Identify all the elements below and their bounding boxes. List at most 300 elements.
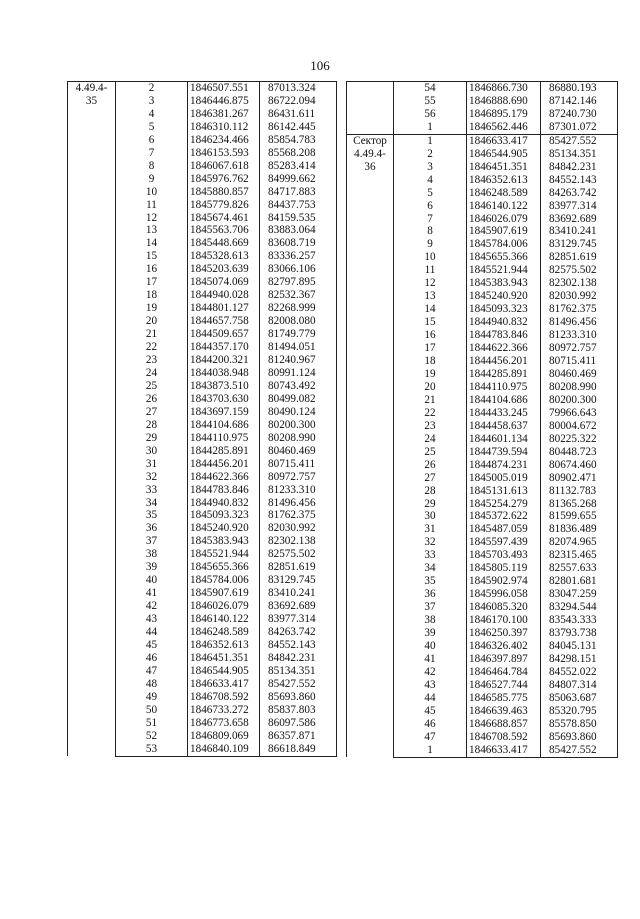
coordinate-x: 1844038.948 [188, 367, 260, 380]
coordinate-y: 83692.689 [541, 213, 618, 226]
coordinate-x: 1846446.875 [188, 95, 260, 108]
point-number: 7 [116, 147, 188, 160]
coordinate-x: 1844601.134 [467, 433, 541, 446]
coordinate-x: 1846507.551 [188, 82, 260, 95]
sector-cell [347, 134, 394, 757]
coordinate-y: 80200.300 [541, 394, 618, 407]
coordinate-x: 1845779.826 [188, 199, 260, 212]
coordinate-x: 1845203.639 [188, 263, 260, 276]
coordinate-y: 80902.471 [541, 472, 618, 485]
coordinate-y: 83977.314 [541, 200, 618, 213]
coordinate-x: 1844357.170 [188, 341, 260, 354]
coordinate-y: 83047.259 [541, 588, 618, 601]
coordinate-x: 1844285.891 [467, 368, 541, 381]
coordinate-y: 85063.687 [541, 692, 618, 705]
coordinate-y: 80200.300 [260, 419, 337, 432]
point-number: 3 [116, 95, 188, 108]
sector-label-line: 36 [364, 161, 376, 174]
coordinate-y: 82302.138 [541, 277, 618, 290]
point-number: 29 [394, 498, 467, 511]
coordinate-x: 1846352.613 [467, 174, 541, 187]
page-number: 106 [310, 58, 330, 73]
point-number: 39 [116, 561, 188, 574]
point-number: 20 [394, 381, 467, 394]
coordinate-y: 83129.745 [260, 574, 337, 587]
coordinate-x: 1845597.439 [467, 536, 541, 549]
coordinate-y: 84552.022 [541, 666, 618, 679]
point-number: 37 [116, 535, 188, 548]
point-number: 36 [394, 588, 467, 601]
point-number: 32 [394, 536, 467, 549]
coordinate-y: 83543.333 [541, 614, 618, 627]
point-number: 51 [116, 717, 188, 730]
coordinate-y: 80715.411 [260, 458, 337, 471]
coordinate-y: 84717.883 [260, 186, 337, 199]
point-number: 14 [116, 237, 188, 250]
coordinate-x: 1845655.366 [467, 251, 541, 264]
point-number: 3 [394, 161, 467, 174]
coordinate-y: 83294.544 [541, 601, 618, 614]
coordinate-x: 1846708.592 [467, 731, 541, 744]
point-number: 38 [394, 614, 467, 627]
coordinate-y: 80499.082 [260, 393, 337, 406]
coordinate-x: 1845880.857 [188, 186, 260, 199]
point-number: 29 [116, 432, 188, 445]
coordinate-y: 80743.492 [260, 380, 337, 393]
point-number: 25 [394, 446, 467, 459]
point-number: 24 [116, 367, 188, 380]
point-number: 31 [116, 458, 188, 471]
coordinate-y: 82851.619 [541, 251, 618, 264]
coordinate-y: 85578.850 [541, 718, 618, 731]
point-number: 36 [116, 522, 188, 535]
coordinate-x: 1846840.109 [188, 743, 260, 756]
point-number: 24 [394, 433, 467, 446]
point-number: 41 [116, 587, 188, 600]
coordinate-y: 83336.257 [260, 250, 337, 263]
coordinate-x: 1844285.891 [188, 445, 260, 458]
coordinate-y: 81233.310 [541, 329, 618, 342]
coordinate-x: 1844940.832 [188, 497, 260, 510]
point-number: 5 [394, 187, 467, 200]
coordinate-x: 1845805.119 [467, 562, 541, 575]
coordinate-x: 1843697.159 [188, 406, 260, 419]
coordinate-y: 80460.469 [260, 445, 337, 458]
coordinate-y: 87142.146 [541, 95, 618, 108]
point-number: 41 [394, 653, 467, 666]
coordinate-x: 1846026.079 [467, 213, 541, 226]
point-number: 23 [116, 354, 188, 367]
coordinate-x: 1845372.622 [467, 510, 541, 523]
coordinate-x: 1846067.618 [188, 160, 260, 173]
coordinate-x: 1844110.975 [188, 432, 260, 445]
point-number: 17 [394, 342, 467, 355]
coordinate-y: 82575.502 [260, 548, 337, 561]
coordinate-y: 80991.124 [260, 367, 337, 380]
coordinate-x: 1845976.762 [188, 173, 260, 186]
coordinate-x: 1846326.402 [467, 640, 541, 653]
coordinate-x: 1845784.006 [467, 238, 541, 251]
coordinate-y: 85320.795 [541, 705, 618, 718]
coordinate-x: 1845131.613 [467, 485, 541, 498]
coordinate-x: 1846773.658 [188, 717, 260, 730]
coordinate-y: 82851.619 [260, 561, 337, 574]
coordinate-y: 84842.231 [260, 652, 337, 665]
coordinate-y: 81365.268 [541, 498, 618, 511]
coordinate-x: 1846352.613 [188, 639, 260, 652]
point-number: 27 [116, 406, 188, 419]
coordinates-table-right [346, 81, 618, 758]
coordinate-y: 81762.375 [541, 303, 618, 316]
sector-cell [347, 82, 394, 135]
point-number: 35 [394, 575, 467, 588]
point-number: 1 [394, 134, 467, 147]
point-number: 26 [394, 459, 467, 472]
coordinate-x: 1845240.920 [467, 290, 541, 303]
coordinate-x: 1845784.006 [188, 574, 260, 587]
point-number: 49 [116, 691, 188, 704]
point-number: 31 [394, 523, 467, 536]
coordinate-y: 83410.241 [260, 587, 337, 600]
coordinate-x: 1845074.069 [188, 276, 260, 289]
coordinate-y: 82557.633 [541, 562, 618, 575]
point-number: 26 [116, 393, 188, 406]
coordinate-y: 80208.990 [260, 432, 337, 445]
point-number: 13 [116, 224, 188, 237]
point-number: 9 [116, 173, 188, 186]
coordinate-y: 81496.456 [260, 497, 337, 510]
point-number: 47 [116, 665, 188, 678]
point-number: 52 [116, 730, 188, 743]
point-number: 30 [394, 510, 467, 523]
coordinate-y: 81836.489 [541, 523, 618, 536]
point-number: 14 [394, 303, 467, 316]
coordinate-y: 83793.738 [541, 627, 618, 640]
coordinate-y: 86357.871 [260, 730, 337, 743]
coordinate-x: 1844200.321 [188, 354, 260, 367]
coordinate-x: 1846464.784 [467, 666, 541, 679]
coordinate-y: 87240.730 [541, 108, 618, 121]
coordinate-x: 1846544.905 [467, 148, 541, 161]
coordinate-y: 83977.314 [260, 613, 337, 626]
coordinate-x: 1846688.857 [467, 718, 541, 731]
point-number: 21 [116, 328, 188, 341]
coordinate-x: 1845655.366 [188, 561, 260, 574]
coordinate-y: 82801.681 [541, 575, 618, 588]
coordinate-y: 85693.860 [260, 691, 337, 704]
point-number: 22 [394, 407, 467, 420]
point-number: 4 [394, 174, 467, 187]
coordinate-x: 1846544.905 [188, 665, 260, 678]
coordinate-x: 1846140.122 [188, 613, 260, 626]
coordinate-y: 82315.465 [541, 549, 618, 562]
coordinate-y: 83066.106 [260, 263, 337, 276]
coordinate-x: 1846026.079 [188, 600, 260, 613]
coordinate-y: 84437.753 [260, 199, 337, 212]
point-number: 45 [116, 639, 188, 652]
point-number: 25 [116, 380, 188, 393]
sector-cell [68, 82, 116, 757]
coordinate-x: 1844509.657 [188, 328, 260, 341]
coordinate-x: 1845005.019 [467, 472, 541, 485]
coordinate-x: 1844456.201 [467, 355, 541, 368]
coordinate-y: 81496.456 [541, 316, 618, 329]
point-number: 18 [116, 289, 188, 302]
coordinate-y: 82268.999 [260, 302, 337, 315]
point-number: 1 [394, 121, 467, 134]
point-number: 10 [116, 186, 188, 199]
coordinate-x: 1843703.630 [188, 393, 260, 406]
coordinate-y: 86618.849 [260, 743, 337, 756]
coordinate-x: 1845254.279 [467, 498, 541, 511]
coordinate-x: 1845563.706 [188, 224, 260, 237]
coordinate-x: 1845093.323 [467, 303, 541, 316]
coordinate-y: 80208.990 [541, 381, 618, 394]
point-number: 16 [116, 263, 188, 276]
coordinate-y: 87013.324 [260, 82, 337, 95]
coordinate-y: 80715.411 [541, 355, 618, 368]
point-number: 19 [116, 302, 188, 315]
point-number: 16 [394, 329, 467, 342]
coordinate-x: 1845383.943 [467, 277, 541, 290]
coordinate-x: 1844433.245 [467, 407, 541, 420]
coordinate-x: 1844801.127 [188, 302, 260, 315]
coordinate-x: 1845383.943 [188, 535, 260, 548]
point-number: 2 [116, 82, 188, 95]
point-number: 9 [394, 238, 467, 251]
coordinate-x: 1845521.944 [188, 548, 260, 561]
coordinate-x: 1844739.594 [467, 446, 541, 459]
point-number: 47 [394, 731, 467, 744]
coordinate-y: 81762.375 [260, 509, 337, 522]
coordinate-y: 84159.535 [260, 212, 337, 225]
coordinates-table-left [67, 81, 337, 757]
point-number: 13 [394, 290, 467, 303]
point-number: 46 [394, 718, 467, 731]
coordinate-y: 84263.742 [541, 187, 618, 200]
coordinate-y: 85837.803 [260, 704, 337, 717]
point-number: 50 [116, 704, 188, 717]
coordinate-y: 83608.719 [260, 237, 337, 250]
coordinate-x: 1845703.493 [467, 549, 541, 562]
point-number: 11 [116, 199, 188, 212]
point-number: 2 [394, 148, 467, 161]
point-number: 43 [394, 679, 467, 692]
coordinate-y: 86097.586 [260, 717, 337, 730]
coordinate-y: 82797.895 [260, 276, 337, 289]
coordinate-y: 82008.080 [260, 315, 337, 328]
coordinate-x: 1845240.920 [188, 522, 260, 535]
point-number: 12 [116, 212, 188, 225]
coordinate-y: 82030.992 [260, 522, 337, 535]
coordinate-y: 82532.367 [260, 289, 337, 302]
point-number: 53 [116, 743, 188, 756]
coordinate-x: 1846153.593 [188, 147, 260, 160]
coordinate-y: 85854.783 [260, 134, 337, 147]
coordinate-y: 86880.193 [541, 82, 618, 95]
coordinate-y: 82074.965 [541, 536, 618, 549]
point-number: 46 [116, 652, 188, 665]
coordinate-y: 84552.143 [541, 174, 618, 187]
coordinate-x: 1845093.323 [188, 509, 260, 522]
coordinate-x: 1846451.351 [188, 652, 260, 665]
coordinate-y: 82575.502 [541, 264, 618, 277]
coordinate-x: 1845902.974 [467, 575, 541, 588]
coordinate-x: 1846085.320 [467, 601, 541, 614]
coordinate-y: 80972.757 [260, 471, 337, 484]
coordinate-x: 1846140.122 [467, 200, 541, 213]
coordinate-y: 87301.072 [541, 121, 618, 134]
coordinate-x: 1846248.589 [188, 626, 260, 639]
coordinate-y: 84842.231 [541, 161, 618, 174]
point-number: 33 [116, 484, 188, 497]
coordinate-x: 1846585.775 [467, 692, 541, 705]
coordinate-y: 85693.860 [541, 731, 618, 744]
point-number: 45 [394, 705, 467, 718]
coordinate-y: 83410.241 [541, 225, 618, 238]
sector-label-line: 4.49.4- [354, 148, 386, 161]
table-row [347, 134, 618, 147]
coordinate-x: 1845521.944 [467, 264, 541, 277]
coordinate-y: 84263.742 [260, 626, 337, 639]
point-number: 42 [116, 600, 188, 613]
coordinate-y: 80674.460 [541, 459, 618, 472]
coordinate-x: 1844458.637 [467, 420, 541, 433]
coordinate-x: 1846250.397 [467, 627, 541, 640]
point-number: 40 [116, 574, 188, 587]
coordinate-x: 1844110.975 [467, 381, 541, 394]
coordinate-y: 83692.689 [260, 600, 337, 613]
coordinate-x: 1845448.669 [188, 237, 260, 250]
coordinate-y: 81494.051 [260, 341, 337, 354]
point-number: 10 [394, 251, 467, 264]
coordinate-y: 84045.131 [541, 640, 618, 653]
point-number: 34 [116, 497, 188, 510]
coordinate-x: 1843873.510 [188, 380, 260, 393]
coordinate-x: 1845907.619 [188, 587, 260, 600]
point-number: 44 [394, 692, 467, 705]
coordinate-x: 1846527.744 [467, 679, 541, 692]
coordinate-y: 85134.351 [260, 665, 337, 678]
coordinate-x: 1844622.366 [188, 471, 260, 484]
coordinate-x: 1844940.028 [188, 289, 260, 302]
point-number: 27 [394, 472, 467, 485]
coordinate-y: 82302.138 [260, 535, 337, 548]
coordinate-y: 81749.779 [260, 328, 337, 341]
coordinate-x: 1844874.231 [467, 459, 541, 472]
coordinate-x: 1846895.179 [467, 108, 541, 121]
point-number: 55 [394, 95, 467, 108]
point-number: 6 [116, 134, 188, 147]
coordinate-x: 1845674.461 [188, 212, 260, 225]
coordinate-x: 1844783.846 [188, 484, 260, 497]
point-number: 38 [116, 548, 188, 561]
coordinate-x: 1846381.267 [188, 108, 260, 121]
point-number: 35 [116, 509, 188, 522]
coordinate-x: 1846170.100 [467, 614, 541, 627]
coordinate-x: 1845328.613 [188, 250, 260, 263]
coordinate-x: 1845487.059 [467, 523, 541, 536]
point-number: 7 [394, 213, 467, 226]
coordinate-x: 1846639.463 [467, 705, 541, 718]
coordinate-y: 81132.783 [541, 485, 618, 498]
point-number: 48 [116, 678, 188, 691]
coordinate-y: 86142.445 [260, 121, 337, 134]
coordinate-x: 1846310.112 [188, 121, 260, 134]
point-number: 28 [116, 419, 188, 432]
point-number: 33 [394, 549, 467, 562]
table-row [347, 82, 618, 95]
coordinate-y: 84807.314 [541, 679, 618, 692]
coordinate-y: 86722.094 [260, 95, 337, 108]
point-number: 56 [394, 108, 467, 121]
point-number: 4 [116, 108, 188, 121]
coordinate-x: 1844622.366 [467, 342, 541, 355]
coordinate-y: 85427.552 [541, 134, 618, 147]
coordinate-y: 80490.124 [260, 406, 337, 419]
point-number: 15 [116, 250, 188, 263]
coordinate-x: 1844940.832 [467, 316, 541, 329]
coordinate-y: 84298.151 [541, 653, 618, 666]
point-number: 44 [116, 626, 188, 639]
point-number: 28 [394, 485, 467, 498]
coordinate-x: 1845907.619 [467, 225, 541, 238]
coordinate-y: 86431.611 [260, 108, 337, 121]
coordinate-y: 84552.143 [260, 639, 337, 652]
coordinate-y: 81233.310 [260, 484, 337, 497]
coordinate-x: 1846562.446 [467, 121, 541, 134]
point-number: 39 [394, 627, 467, 640]
coordinate-x: 1846633.417 [188, 678, 260, 691]
coordinate-x: 1846733.272 [188, 704, 260, 717]
coordinate-x: 1844783.846 [467, 329, 541, 342]
coordinate-y: 83129.745 [541, 238, 618, 251]
sector-label-line: 35 [85, 95, 98, 108]
coordinate-x: 1846809.069 [188, 730, 260, 743]
coordinate-y: 79966.643 [541, 407, 618, 420]
coordinate-y: 80460.469 [541, 368, 618, 381]
point-number: 42 [394, 666, 467, 679]
point-number: 11 [394, 264, 467, 277]
sector-label-line: 4.49.4- [75, 82, 108, 94]
point-number: 8 [394, 225, 467, 238]
point-number: 1 [394, 744, 467, 757]
coordinate-y: 85568.208 [260, 147, 337, 160]
point-number: 17 [116, 276, 188, 289]
point-number: 34 [394, 562, 467, 575]
coordinate-y: 80448.723 [541, 446, 618, 459]
coordinate-y: 80972.757 [541, 342, 618, 355]
point-number: 54 [394, 82, 467, 95]
coordinate-y: 80225.322 [541, 433, 618, 446]
sector-label-line: Сектор [353, 134, 387, 147]
coordinate-x: 1846234.466 [188, 134, 260, 147]
point-number: 40 [394, 640, 467, 653]
point-number: 21 [394, 394, 467, 407]
point-number: 32 [116, 471, 188, 484]
coordinate-x: 1846633.417 [467, 744, 541, 757]
point-number: 15 [394, 316, 467, 329]
coordinate-y: 85427.552 [541, 744, 618, 757]
point-number: 43 [116, 613, 188, 626]
coordinate-x: 1846866.730 [467, 82, 541, 95]
point-number: 12 [394, 277, 467, 290]
point-number: 20 [116, 315, 188, 328]
coordinate-y: 85134.351 [541, 148, 618, 161]
coordinate-x: 1846451.351 [467, 161, 541, 174]
coordinate-y: 84999.662 [260, 173, 337, 186]
coordinate-x: 1844657.758 [188, 315, 260, 328]
